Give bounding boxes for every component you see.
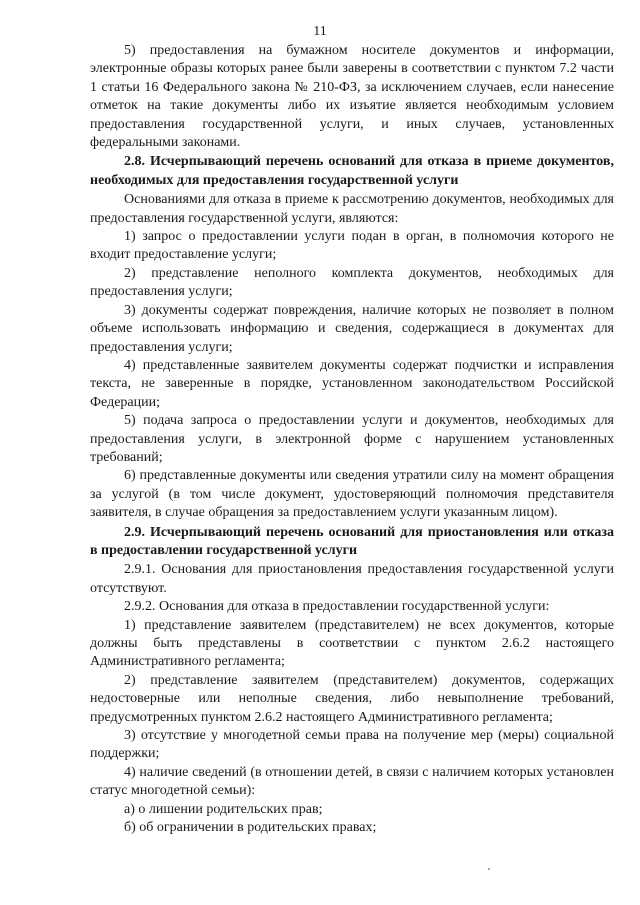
page-number: 11 bbox=[313, 24, 327, 39]
list-item: 1) запрос о предоставлении услуги подан в орган, в полномочия которого не входит предоставление услуги; bbox=[90, 229, 614, 263]
paragraph: 2.9.2. Основания для отказа в предоставлении государственной услуги: bbox=[124, 599, 550, 615]
section-heading-2-8: 2.8. Исчерпывающий перечень оснований для отказа в приеме документов, необходимых для предоставления государственной услуги bbox=[90, 154, 614, 188]
document-body bbox=[90, 42, 614, 837]
list-item: 6) представленные документы или сведения утратили силу на момент обращения за услугой (в том числе документ, удостоверяющий полномочия представителя заявителя, в случае обращения за предоставлением услуги указанным лицом). bbox=[90, 468, 614, 521]
paragraph: 5) предоставления на бумажном носителе документов и информации, электронные образы которых ранее были заверены в соответствии с пунктом 7.2 части 1 статьи 16 Федерального закона № 210-ФЗ, за исключением случаев, если нанесение отметок на такие документы либо их изъятие является необходимым условием предоставления государственной услуги, и иных случаев, установленных федеральными законами. bbox=[90, 43, 614, 151]
list-item: а) о лишении родительских прав; bbox=[124, 801, 323, 817]
list-item: 1) представление заявителем (представителем) не всех документов, которые должны быть представлены в соответствии с пунктом 2.6.2 настоящего Административного регламента; bbox=[90, 617, 614, 670]
paragraph: Основаниями для отказа в приеме к рассмотрению документов, необходимых для предоставления государственной услуги, являются: bbox=[90, 192, 614, 226]
list-item: 2) представление заявителем (представителем) документов, содержащих недостоверные или неполные сведения, либо невыполнение требований, предусмотренных пунктом 2.6.2 настоящего Административного регламента; bbox=[90, 672, 614, 725]
list-item: 2) представление неполного комплекта документов, необходимых для предоставления услуги; bbox=[90, 265, 614, 300]
list-item: 4) наличие сведений (в отношении детей, в связи с наличием которых установлен статус многодетной семьи): bbox=[90, 764, 614, 799]
list-item: б) об ограничении в родительских правах; bbox=[124, 820, 377, 836]
section-heading-2-9: 2.9. Исчерпывающий перечень оснований для приостановления или отказа в предоставлении государственной услуги bbox=[90, 524, 614, 558]
list-item: 3) документы содержат повреждения, наличие которых не позволяет в полном объеме использовать информацию и сведения, содержащиеся в документах для предоставления услуги; bbox=[90, 302, 614, 355]
list-item: 5) подача запроса о предоставлении услуги и документов, необходимых для предоставления услуги, в электронной форме с нарушением установленных требований; bbox=[90, 413, 614, 465]
paragraph: 2.9.1. Основания для приостановления предоставления государственной услуги отсутствуют. bbox=[90, 562, 614, 596]
scan-speck bbox=[488, 868, 490, 870]
list-item: 3) отсутствие у многодетной семьи права на получение мер (меры) социальной поддержки; bbox=[90, 728, 614, 762]
list-item: 4) представленные заявителем документы содержат подчистки и исправления текста, не заверенные в порядке, установленном законодательством Российской Федерации; bbox=[90, 357, 614, 410]
